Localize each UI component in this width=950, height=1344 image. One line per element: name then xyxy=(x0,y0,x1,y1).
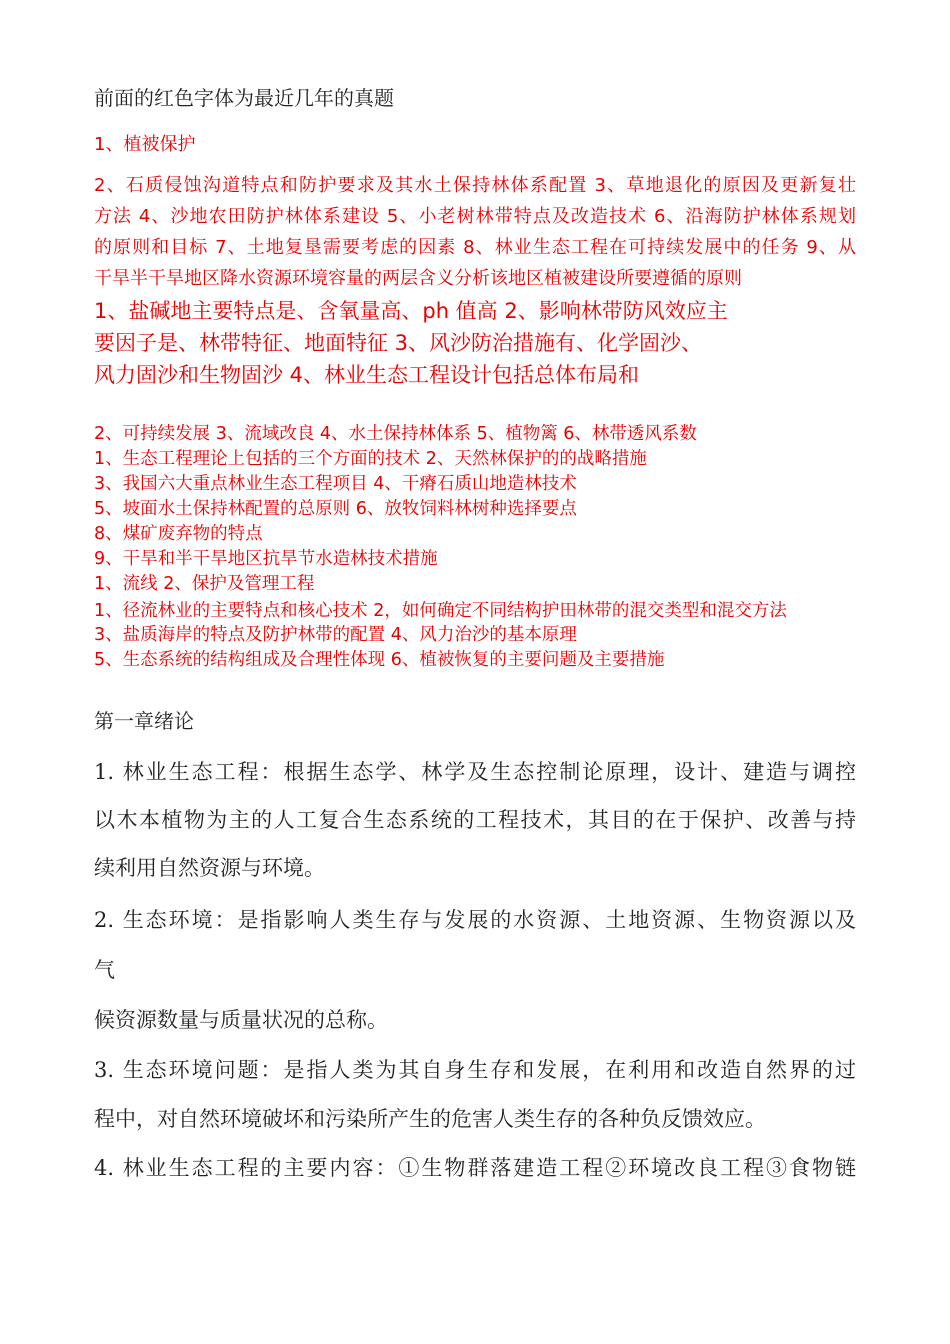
exam-item-line: 2、石质侵蚀沟道特点和防护要求及其水土保持林体系配置 3、草地退化的原因及更新复壮 xyxy=(94,175,856,196)
body-text-line: 以木本植物为主的人工复合生态系统的工程技术，其目的在于保护、改善与持 xyxy=(94,808,856,832)
exam-answer-line: 1、盐碱地主要特点是、含氧量高、ph 值高 2、影响林带防风效应主 xyxy=(94,299,728,323)
exam-item-line: 3、我国六大重点林业生态工程项目 4、干瘠石质山地造林技术 xyxy=(94,474,577,494)
intro-note: 前面的红色字体为最近几年的真题 xyxy=(94,86,394,110)
body-text-line: 候资源数量与质量状况的总称。 xyxy=(94,1008,388,1032)
exam-item-line: 1、生态工程理论上包括的三个方面的技术 2、天然林保护的的战略措施 xyxy=(94,449,647,469)
body-text-line: 气 xyxy=(94,958,115,982)
body-text-line: 2. 生态环境：是指影响人类生存与发展的水资源、土地资源、生物资源以及 xyxy=(94,908,856,932)
exam-item-line: 2、可持续发展 3、流域改良 4、水土保持林体系 5、植物篱 6、林带透风系数 xyxy=(94,424,697,444)
exam-item-line: 8、煤矿废弃物的特点 xyxy=(94,524,263,544)
exam-item-line: 5、生态系统的结构组成及合理性体现 6、植被恢复的主要问题及主要措施 xyxy=(94,650,665,670)
exam-item-line: 9、干旱和半干旱地区抗旱节水造林技术措施 xyxy=(94,549,438,569)
exam-item-line: 的原则和目标 7、土地复垦需要考虑的因素 8、林业生态工程在可持续发展中的任务 9、从 xyxy=(94,237,856,258)
exam-answer-line: 要因子是、林带特征、地面特征 3、风沙防治措施有、化学固沙、 xyxy=(94,331,703,355)
exam-item-line: 1、流线 2、保护及管理工程 xyxy=(94,574,315,594)
body-text-line: 程中，对自然环境破坏和污染所产生的危害人类生存的各种负反馈效应。 xyxy=(94,1107,766,1131)
body-text-line: 1. 林业生态工程：根据生态学、林学及生态控制论原理，设计、建造与调控 xyxy=(94,760,856,784)
exam-item-line: 干旱半干旱地区降水资源环境容量的两层含义分析该地区植被建设所要遵循的原则 xyxy=(94,268,742,289)
exam-answer-line: 风力固沙和生物固沙 4、林业生态工程设计包括总体布局和 xyxy=(94,363,640,387)
exam-item-line: 5、坡面水土保持林配置的总原则 6、放牧饲料林树种选择要点 xyxy=(94,499,577,519)
exam-item-line: 3、盐质海岸的特点及防护林带的配置 4、风力治沙的基本原理 xyxy=(94,625,577,645)
body-text-line: 4. 林业生态工程的主要内容：①生物群落建造工程②环境改良工程③食物链 xyxy=(94,1156,856,1180)
exam-item-line: 1、径流林业的主要特点和核心技术 2，如何确定不同结构护田林带的混交类型和混交方法 xyxy=(94,601,787,621)
exam-item-line: 1、植被保护 xyxy=(94,134,196,155)
exam-item-line: 方法 4、沙地农田防护林体系建设 5、小老树林带特点及改造技术 6、沿海防护林体系规划 xyxy=(94,206,856,227)
chapter-title: 第一章绪论 xyxy=(94,709,194,733)
body-text-line: 续利用自然资源与环境。 xyxy=(94,856,325,880)
body-text-line: 3. 生态环境问题：是指人类为其自身生存和发展，在利用和改造自然界的过 xyxy=(94,1058,856,1082)
